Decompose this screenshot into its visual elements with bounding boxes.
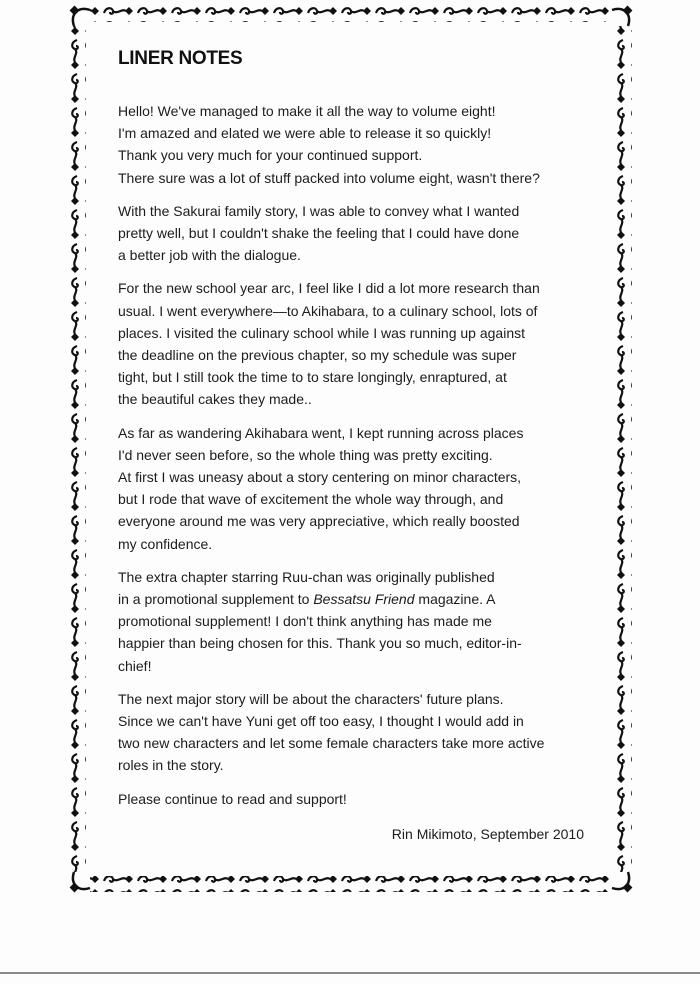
text-line: At first I was uneasy about a story centering on minor characters, — [118, 469, 522, 486]
text-line: the beautiful cakes they made.. — [118, 391, 312, 408]
text-line — [118, 588, 594, 610]
paragraph-4 — [118, 422, 594, 555]
text-line: happier than being chosen for this. Thank you so much, editor-in- — [118, 635, 522, 652]
text-line: With the Sakurai family story, I was able to convey what I wanted — [118, 202, 520, 219]
text-line: The next major story will be about the characters' future plans. — [118, 690, 504, 707]
paragraph-2 — [118, 200, 594, 267]
text-segment: magazine. A — [414, 591, 496, 608]
text-line: but I rode that wave of excitement the whole way through, and — [118, 491, 504, 508]
text-line: tight, but I still took the time to to stare longingly, enraptured, at — [118, 369, 507, 386]
text-line: There sure was a lot of stuff packed into volume eight, wasn't there? — [118, 169, 540, 186]
paragraph-5 — [118, 566, 594, 677]
page-title: LINER NOTES — [118, 48, 243, 69]
text-line: For the new school year arc, I feel like I did a lot more research than — [118, 280, 540, 297]
paragraph-1 — [118, 100, 594, 189]
text-line: promotional supplement! I don't think anything has made me — [118, 613, 492, 630]
text-line: pretty well, but I couldn't shake the feeling that I could have done — [118, 225, 520, 242]
text-line: Please continue to read and support! — [118, 790, 347, 807]
text-line: my confidence. — [118, 535, 213, 552]
text-line: roles in the story. — [118, 757, 224, 774]
liner-notes-body — [118, 48, 594, 821]
signature: Rin Mikimoto, September 2010 — [391, 826, 584, 842]
text-line: two new characters and let some female characters take more active — [118, 735, 545, 752]
paragraph-3 — [118, 277, 594, 410]
text-line: places. I visited the culinary school while I was running up against — [118, 324, 525, 341]
paragraph-6 — [118, 688, 594, 777]
text-line: Thank you very much for your continued support. — [118, 147, 423, 164]
text-line: a better job with the dialogue. — [118, 247, 301, 264]
page-divider — [0, 972, 700, 974]
text-line: the deadline on the previous chapter, so my schedule was super — [118, 347, 517, 364]
text-line: As far as wandering Akihabara went, I kept running across places — [118, 424, 524, 441]
text-line: chief! — [118, 657, 152, 674]
text-line: usual. I went everywhere—to Akihabara, to a culinary school, lots of — [118, 302, 538, 319]
paragraph-7 — [118, 788, 594, 810]
text-line: Since we can't have Yuni get off too easy, I thought I would add in — [118, 713, 524, 730]
text-line: everyone around me was very appreciative, which really boosted — [118, 513, 520, 530]
text-line: I'm amazed and elated we were able to release it so quickly! — [118, 125, 492, 142]
text-line: The extra chapter starring Ruu-chan was originally published — [118, 568, 495, 585]
text-segment: in a promotional supplement to — [118, 591, 314, 608]
text-line: I'd never seen before, so the whole thing was pretty exciting. — [118, 446, 493, 463]
text-line: Hello! We've managed to make it all the way to volume eight! — [118, 103, 496, 119]
magazine-title: Bessatsu Friend — [313, 591, 415, 608]
